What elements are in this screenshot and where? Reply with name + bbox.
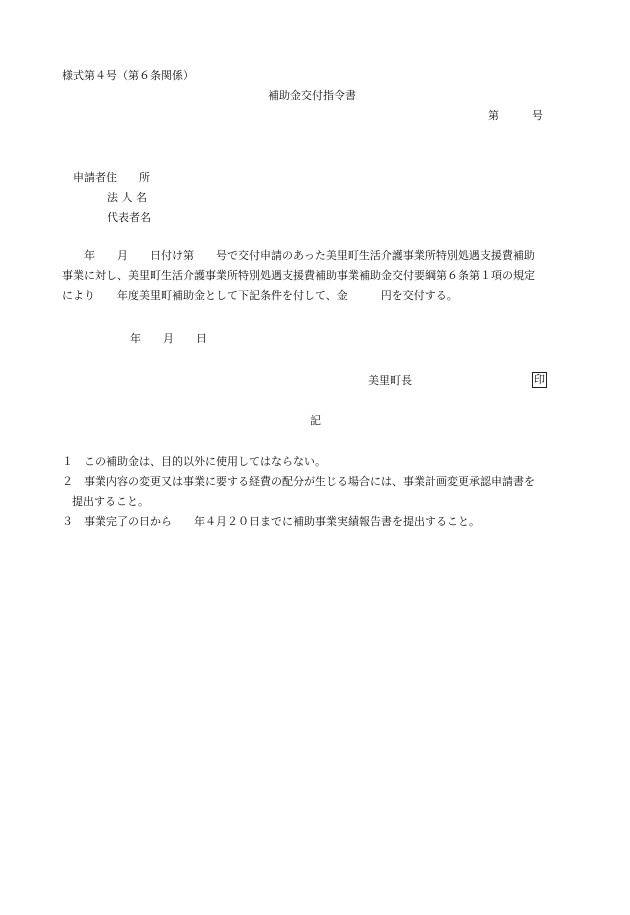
body-line-2: 事業に対し、美里町生活介護事業所特別処遇支援費補助事業補助金交付要綱第６条第１項の規定 [62,269,535,282]
ki-heading: 記 [310,414,321,427]
condition-1: １ この補助金は、目的以外に使用してはならない。 [62,455,326,468]
document-number: 第 号 [488,109,543,122]
issue-date-line: 年 月 日 [130,332,207,345]
condition-2: ２ 事業内容の変更又は事業に要する経費の配分が生じる場合には、事業計画変更承認申請書を [62,475,535,488]
representative-name-label: 代表者名 [107,211,151,224]
document-title: 補助金交付指令書 [268,89,356,102]
seal-box: 印 [534,373,545,386]
applicant-address-label: 申請者住 所 [73,171,150,184]
corporation-name-label: 法 人 名 [107,191,147,204]
form-number: 様式第４号（第６条関係） [62,69,194,82]
condition-2-continuation: 提出すること。 [72,495,149,508]
condition-3: ３ 事業完了の日から 年４月２０日までに補助事業実績報告書を提出すること。 [62,515,480,528]
body-line-3: により 年度美里町補助金として下記条件を付して、金 円を交付する。 [62,289,458,302]
mayor-label: 美里町長 [368,374,412,387]
body-line-1: 年 月 日付け第 号で交付申請のあった美里町生活介護事業所特別処遇支援費補助 [62,249,535,262]
